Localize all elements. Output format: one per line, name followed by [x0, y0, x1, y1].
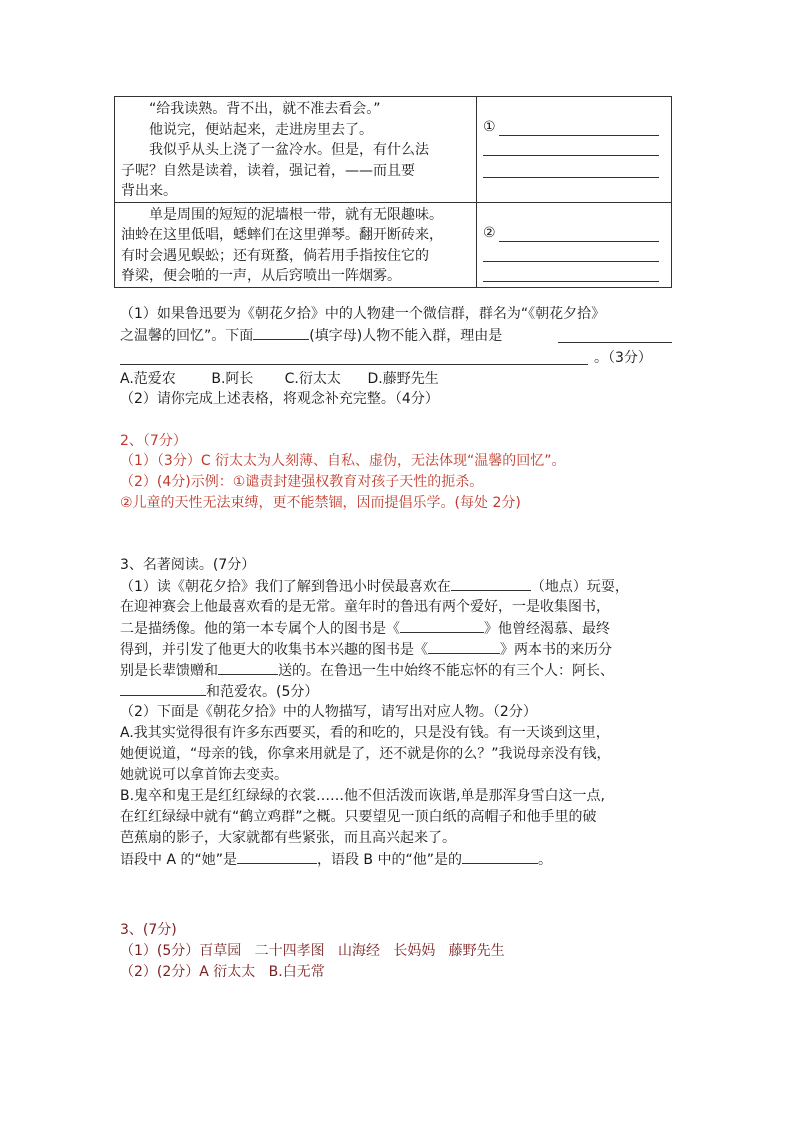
question-line: 。（3分） [594, 350, 652, 366]
reading-table [114, 96, 672, 288]
question-line: （1）如果鲁迅要为《朝花夕拾》中的人物建一个微信群，群名为“《朝花夕拾》 [120, 306, 606, 322]
excerpt-cell [115, 97, 477, 203]
answer-cell [477, 202, 672, 287]
answer-line: （2）(4分)示例：①谴责封建强权教育对孩子天性的扼杀。 [120, 474, 484, 490]
excerpt-line: 我似乎从头上浇了一盆冷水。但是，有什么法 [149, 142, 429, 158]
fill-blank[interactable] [451, 576, 531, 591]
passage-line: 她就说可以拿首饰去变卖。 [120, 767, 288, 783]
option-list: A.范爱农 B.阿长 C.衍太太 D.藤野先生 [120, 371, 439, 387]
question-line: 别是长辈馈赠和 送的。在鲁迅一生中始终不能忘怀的有三个人：阿长、 [120, 660, 614, 682]
excerpt-line: 有时会遇见蜈蚣；还有斑蝥，倘若用手指按住它的 [121, 247, 429, 264]
excerpt-line: “给我读熟。背不出，就不准去看会。” [149, 101, 381, 117]
fill-blank[interactable] [558, 328, 672, 343]
answer-line[interactable] [483, 281, 659, 282]
question-line: 二是描绣像。他的第一本专属个人的图书是《 》他曾经渴慕、最终 [120, 618, 610, 640]
fill-blank[interactable] [120, 681, 206, 696]
table-row [115, 202, 672, 287]
answer-line[interactable] [483, 177, 659, 178]
fill-blank[interactable] [253, 325, 309, 340]
passage-line: 芭蕉扇的影子，大家就都有些紧张，而且高兴起来了。 [120, 830, 456, 846]
question-line: （2）请你完成上述表格，将观念补充完整。（4分） [120, 391, 439, 407]
excerpt-line: 他说完，便站起来，走进房里去了。 [149, 121, 373, 138]
excerpt-line: 单是周围的短短的泥墙根一带，就有无限趣味。 [149, 206, 443, 223]
passage-line: 在红红绿绿中就有“鹤立鸡群”之概。只要望见一顶白纸的高帽子和他手里的破 [120, 809, 597, 825]
table-row [115, 97, 672, 203]
passage-line: 她便说道，“母亲的钱，你拿来用就是了，还不就是你的么？”我说母亲没有钱， [120, 746, 611, 762]
fill-blank[interactable] [237, 849, 317, 864]
answer-line[interactable] [483, 155, 659, 156]
question-line: 在迎神赛会上他最喜欢看的是无常。童年时的鲁迅有两个爱好，一是收集图书， [120, 599, 610, 615]
passage-line: A.我其实觉得很有许多东西要买，看的和吃的，只是没有钱。有一天谈到这里， [120, 725, 610, 741]
fill-blank[interactable] [462, 849, 538, 864]
answer-heading: 2、（7分） [120, 433, 187, 449]
answer-heading: 3、(7分) [120, 922, 177, 938]
excerpt-line: 背出来。 [121, 183, 177, 199]
question-line: 和范爱农。(5分） [120, 681, 318, 703]
answer-line: （1）（3分）C 衍太太为人刻薄、自私、虚伪，无法体现“温馨的回忆”。 [120, 453, 566, 469]
question-line: （1）读《朝花夕拾》我们了解到鲁迅小时侯最喜欢在 （地点）玩耍， [120, 576, 629, 598]
excerpt-line: 脊梁，便会啪的一声，从后窍喷出一阵烟雾。 [121, 268, 401, 284]
fill-blank[interactable] [400, 618, 484, 633]
question-line: 得到，并引发了他更大的收集书本兴趣的图书是《 》两本书的来历分 [120, 639, 612, 661]
question-line: 之温馨的回忆”。下面 (填字母)人物不能入群，理由是 [120, 325, 502, 347]
marker-1: ① [483, 119, 496, 135]
fill-blank[interactable] [120, 350, 588, 365]
fill-blank[interactable] [218, 660, 278, 675]
question-line: 语段中 A 的“她”是 ，语段 B 中的“他”是的 。 [120, 849, 552, 871]
answer-line: （1）(5分）百草园 二十四孝图 山海经 长妈妈 藤野先生 [120, 943, 505, 959]
answer-line: （2）(2分）A 衍太太 B.白无常 [120, 964, 325, 980]
answer-line: ②儿童的天性无法束缚，更不能禁锢，因而提倡乐学。(每处 2分) [120, 495, 521, 511]
question-line: （2）下面是《朝花夕拾》中的人物描写，请写出对应人物。（2分） [120, 704, 537, 720]
question-heading: 3、名著阅读。(7分） [120, 557, 256, 573]
marker-2: ② [483, 224, 496, 241]
answer-line[interactable] [499, 241, 659, 242]
answer-cell [477, 97, 672, 203]
answer-line[interactable] [499, 135, 659, 136]
excerpt-line: 油蛉在这里低唱，蟋蟀们在这里弹琴。翻开断砖来， [121, 227, 443, 243]
excerpt-cell [115, 202, 477, 287]
passage-line: B.鬼卒和鬼王是红红绿绿的衣裳……他不但活泼而诙谐,单是那浑身雪白这一点, [120, 788, 605, 804]
answer-line[interactable] [483, 261, 659, 262]
excerpt-line: 子呢？自然是读着，读着，强记着，——而且要 [121, 162, 415, 179]
fill-blank[interactable] [428, 639, 500, 654]
